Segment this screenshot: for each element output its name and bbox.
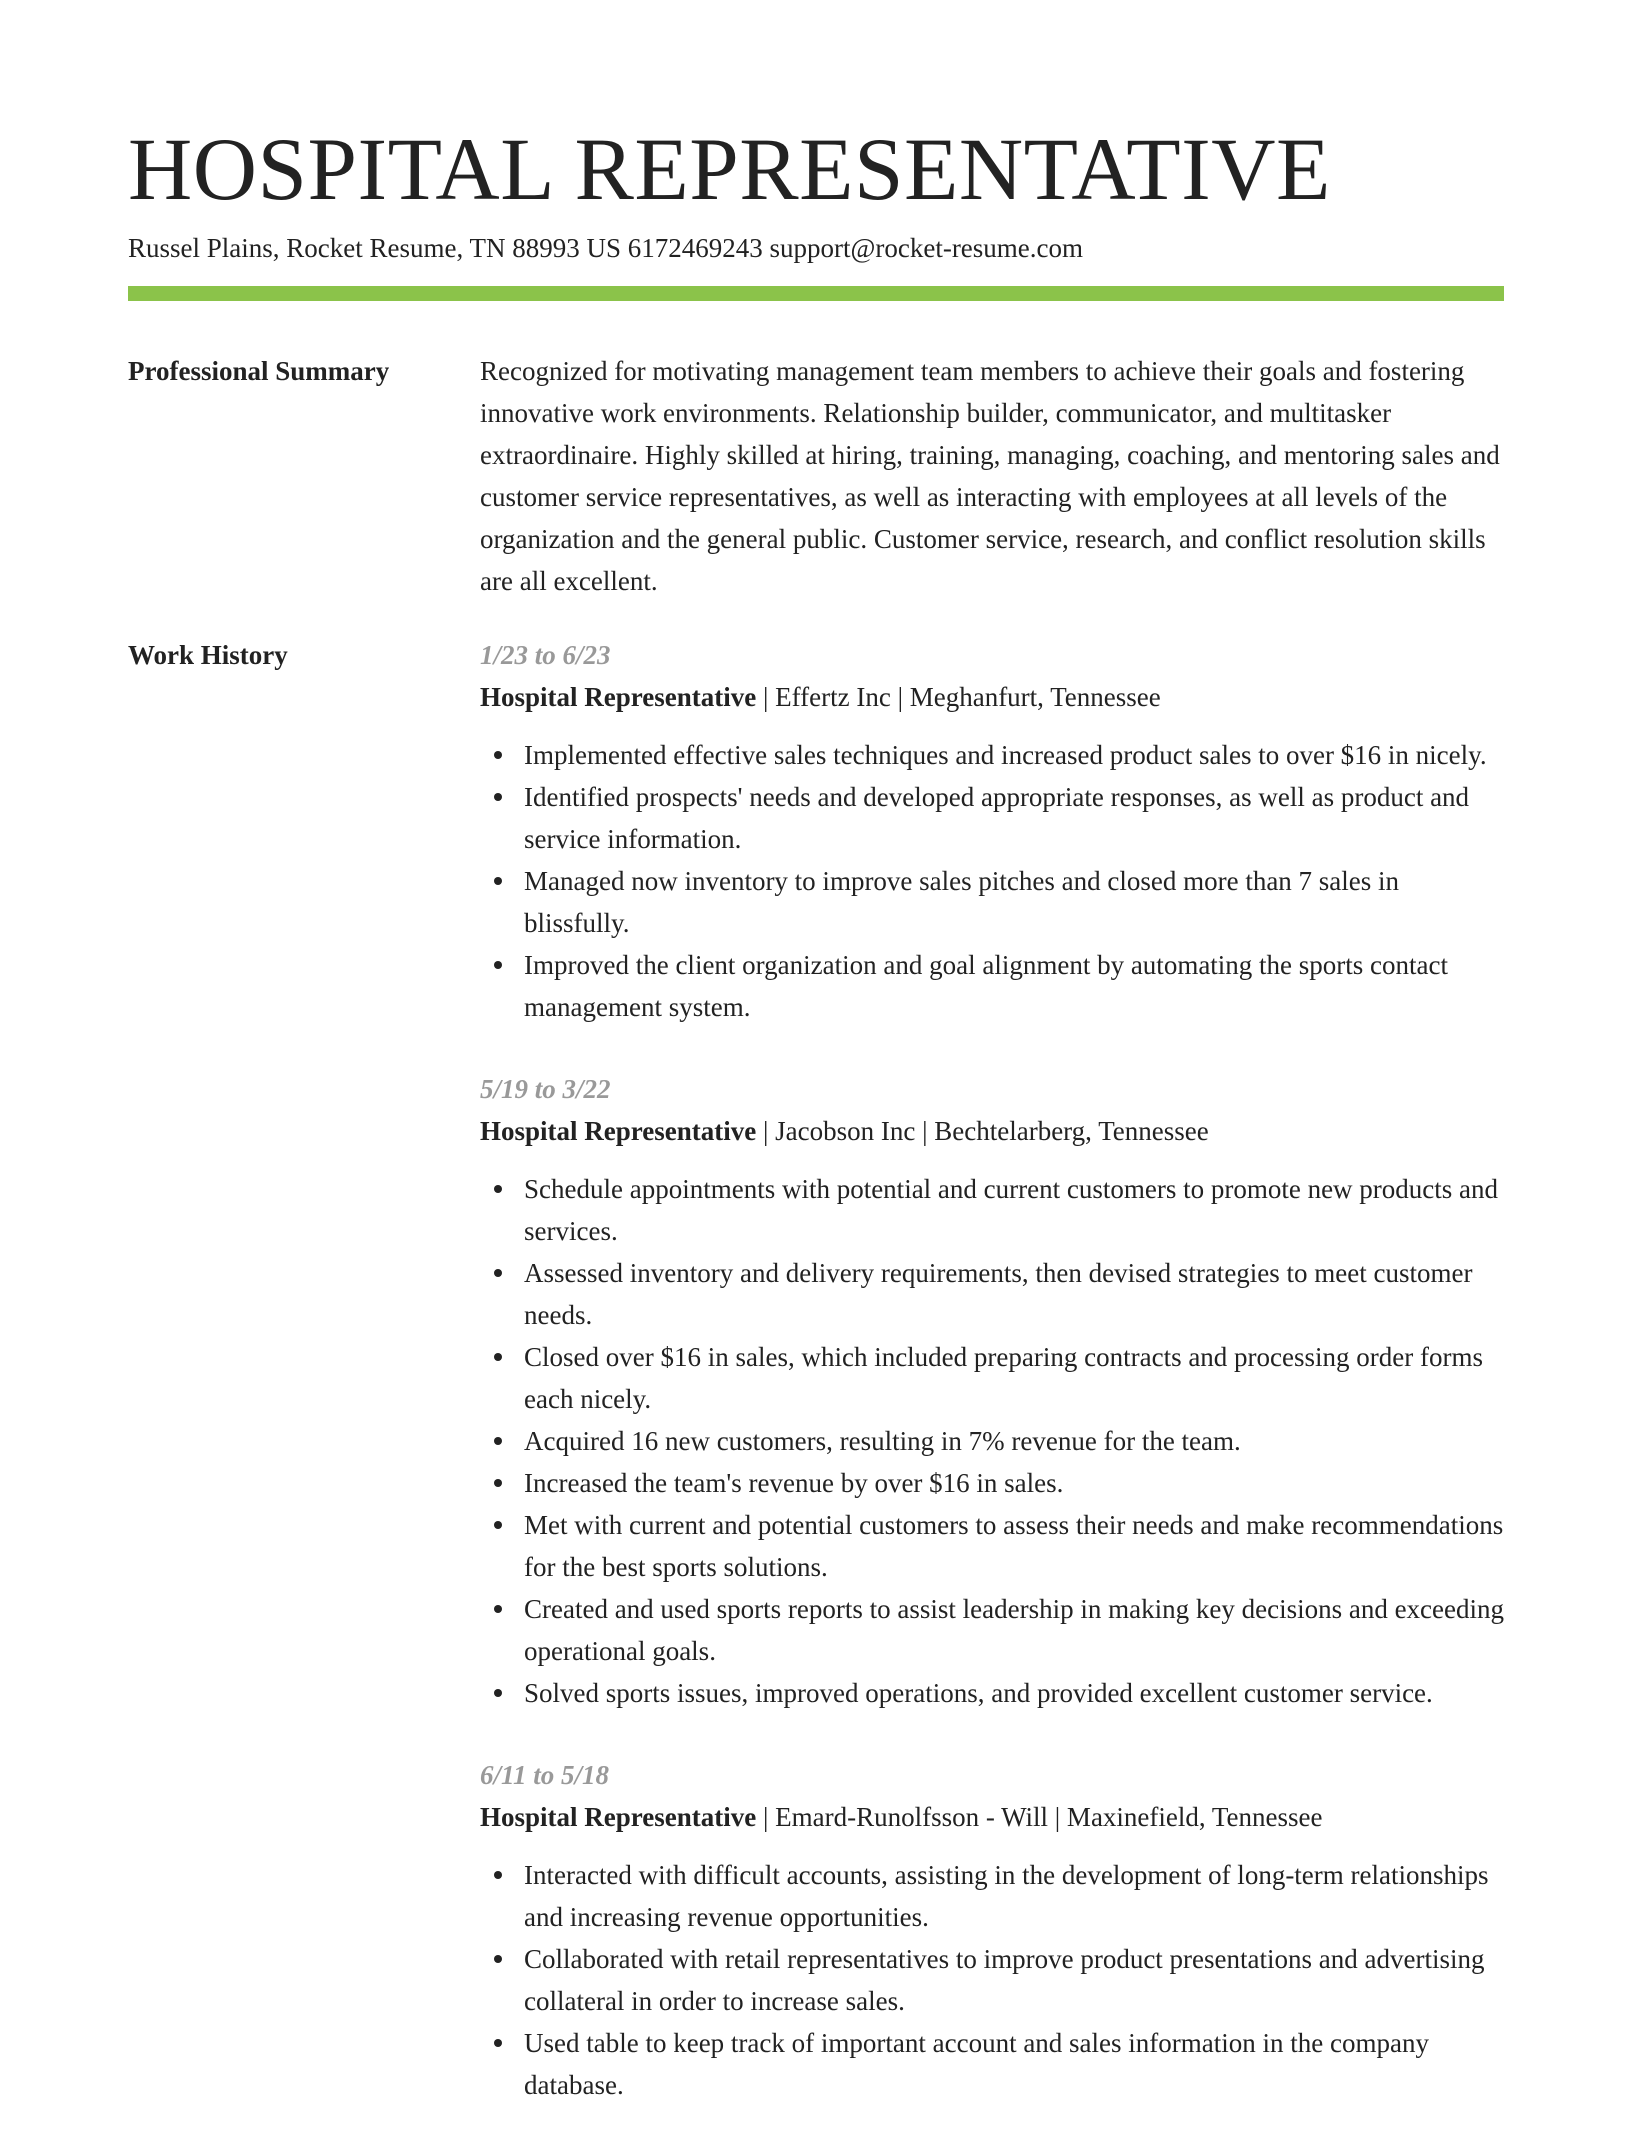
job-entry <box>480 634 1504 1028</box>
bullet-text: Created and used sports reports to assist leadership in making key decisions and exceeding operational goals. <box>524 1594 1505 1666</box>
bullet-item <box>524 944 1504 1028</box>
bullet-item <box>524 1462 1504 1504</box>
bullet-text: Assessed inventory and delivery requirements, then devised strategies to meet customer needs. <box>524 1258 1473 1330</box>
section-label-summary: Professional Summary <box>128 356 390 386</box>
job-bullet-list <box>480 1854 1504 2106</box>
bullet-text: Met with current and potential customers to assess their needs and make recommendations for the best sports solutions. <box>524 1510 1504 1582</box>
bullet-text: Increased the team's revenue by over $16 in sales. <box>524 1468 1064 1498</box>
bullet-item <box>524 860 1504 944</box>
bullet-icon <box>494 1955 502 1963</box>
job-details: | Jacobson Inc | Bechtelarberg, Tennessee <box>756 1116 1209 1146</box>
bullet-item <box>524 1168 1504 1252</box>
job-heading <box>480 1796 1504 1838</box>
bullet-icon <box>494 1689 502 1697</box>
bullet-icon <box>494 961 502 969</box>
job-dates: 5/19 to 3/22 <box>480 1074 611 1104</box>
bullet-item <box>524 1252 1504 1336</box>
bullet-icon <box>494 2039 502 2047</box>
job-bullet-list <box>480 1168 1504 1714</box>
bullet-item <box>524 2022 1504 2106</box>
job-entry <box>480 1068 1504 1714</box>
bullet-item <box>524 1672 1504 1714</box>
job-details: | Effertz Inc | Meghanfurt, Tennessee <box>756 682 1161 712</box>
bullet-item <box>524 1588 1504 1672</box>
accent-divider <box>128 286 1504 301</box>
bullet-icon <box>494 1871 502 1879</box>
bullet-icon <box>494 1437 502 1445</box>
bullet-icon <box>494 1185 502 1193</box>
bullet-icon <box>494 1605 502 1613</box>
bullet-text: Acquired 16 new customers, resulting in 7% revenue for the team. <box>524 1426 1241 1456</box>
bullet-text: Solved sports issues, improved operations, and provided excellent customer service. <box>524 1678 1433 1708</box>
bullet-icon <box>494 877 502 885</box>
bullet-icon <box>494 1521 502 1529</box>
bullet-text: Interacted with difficult accounts, assisting in the development of long-term relationships and increasing revenue opportunities. <box>524 1860 1489 1932</box>
bullet-item <box>524 1854 1504 1938</box>
job-details: | Emard-Runolfsson - Will | Maxinefield, Tennessee <box>756 1802 1323 1832</box>
bullet-text: Schedule appointments with potential and current customers to promote new products and services. <box>524 1174 1499 1246</box>
job-title: Hospital Representative <box>480 1802 757 1832</box>
job-bullet-list <box>480 734 1504 1028</box>
bullet-icon <box>494 751 502 759</box>
job-dates: 6/11 to 5/18 <box>480 1760 610 1790</box>
bullet-item <box>524 1336 1504 1420</box>
work-history-body <box>480 634 1504 2146</box>
job-entry <box>480 1754 1504 2106</box>
contact-line: Russel Plains, Rocket Resume, TN 88993 US 6172469243 support@rocket-resume.com <box>128 233 1084 263</box>
job-title: Hospital Representative <box>480 1116 757 1146</box>
bullet-item <box>524 1938 1504 2022</box>
bullet-item <box>524 1504 1504 1588</box>
job-dates: 1/23 to 6/23 <box>480 640 611 670</box>
bullet-icon <box>494 793 502 801</box>
job-heading <box>480 676 1504 718</box>
bullet-text: Identified prospects' needs and developed appropriate responses, as well as product and service information. <box>524 782 1470 854</box>
bullet-icon <box>494 1269 502 1277</box>
bullet-text: Managed now inventory to improve sales pitches and closed more than 7 sales in blissfully. <box>524 866 1400 938</box>
bullet-icon <box>494 1353 502 1361</box>
job-heading <box>480 1110 1504 1152</box>
bullet-text: Improved the client organization and goal alignment by automating the sports contact management system. <box>524 950 1448 1022</box>
bullet-item <box>524 734 1504 776</box>
bullet-text: Implemented effective sales techniques and increased product sales to over $16 in nicely. <box>524 740 1487 770</box>
bullet-item <box>524 776 1504 860</box>
bullet-item <box>524 1420 1504 1462</box>
bullet-text: Closed over $16 in sales, which included preparing contracts and processing order forms each nicely. <box>524 1342 1483 1414</box>
bullet-text: Collaborated with retail representatives to improve product presentations and advertising collateral in order to increase sales. <box>524 1944 1485 2016</box>
summary-body <box>480 350 1504 602</box>
bullet-text: Used table to keep track of important account and sales information in the company database. <box>524 2028 1429 2100</box>
job-title: Hospital Representative <box>480 682 757 712</box>
bullet-icon <box>494 1479 502 1487</box>
resume-title: HOSPITAL REPRESENTATIVE <box>128 121 1331 219</box>
summary-text: Recognized for motivating management team members to achieve their goals and fostering innovative work environments. Relationship builder, communicator, and multitasker extraordinaire. Highly skilled at hiring, training, managing, coaching, and mentoring sales and customer service representatives, as well as interacting with employees at all levels of the organization and the general public. Customer service, research, and conflict resolution skills are all excellent. <box>480 356 1500 596</box>
section-label-work-history: Work History <box>128 640 288 670</box>
